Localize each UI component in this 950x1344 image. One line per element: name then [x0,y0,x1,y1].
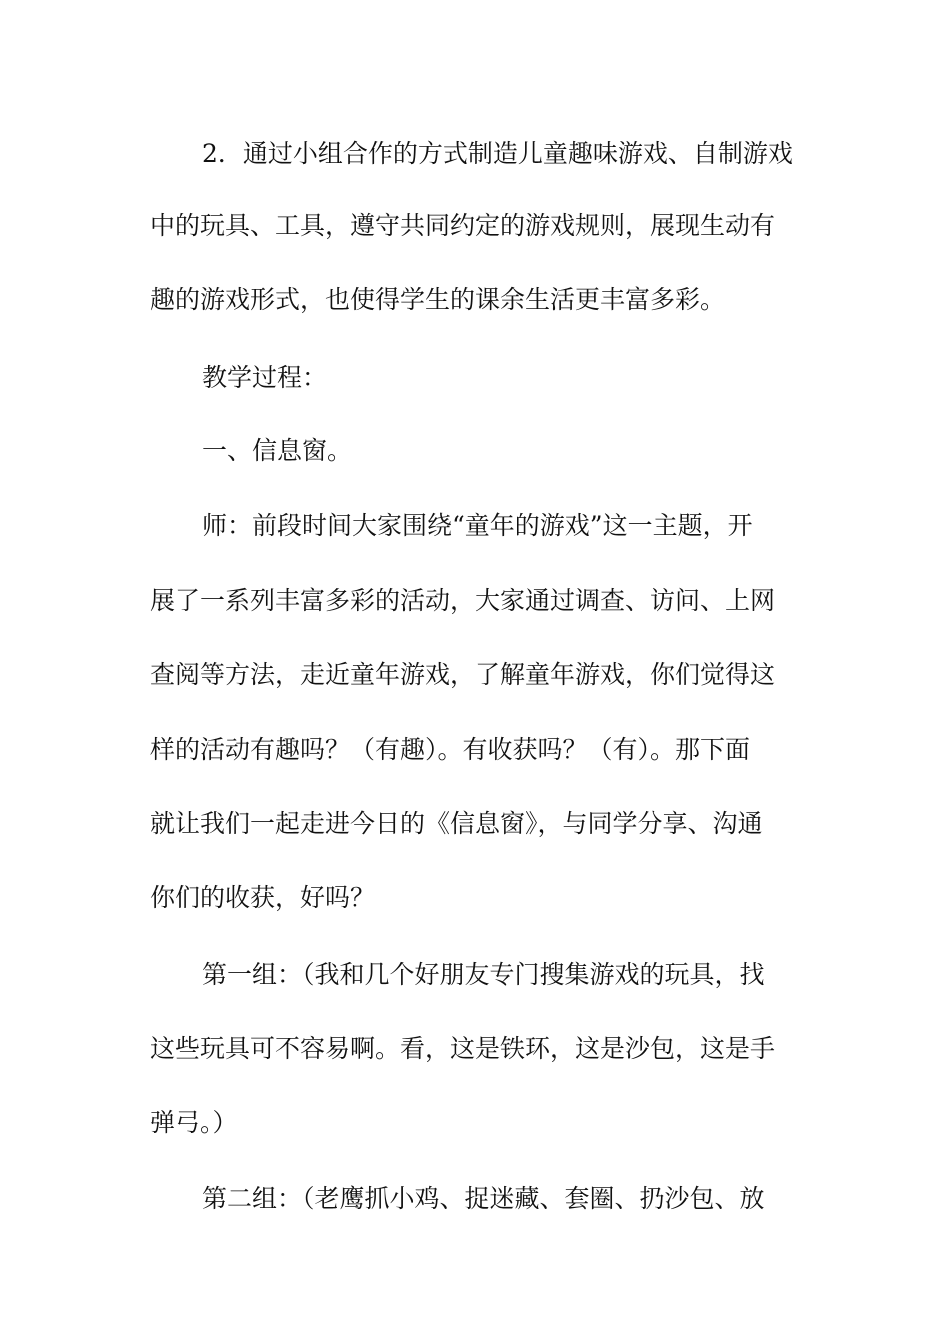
paragraph-line: 师：前段时间大家围绕“童年的游戏”这一主题，开 [202,511,753,540]
section-label: 教学过程： [202,363,328,392]
paragraph-line: 第一组：（我和几个好朋友专门搜集游戏的玩具，找 [202,960,765,989]
section-heading: 一、信息窗。 [202,436,353,465]
paragraph-line: 第二组：（老鹰抓小鸡、捉迷藏、套圈、扔沙包、放 [202,1184,765,1213]
paragraph-line: 趣的游戏形式，也使得学生的课余生活更丰富多彩。 [150,285,726,314]
paragraph-line: 查阅等方法，走近童年游戏，了解童年游戏，你们觉得这 [150,660,776,689]
paragraph-line: 展了一系列丰富多彩的活动，大家通过调查、访问、上网 [150,586,776,615]
paragraph-line: 你们的收获，好吗？ [150,883,376,912]
paragraph-line: 这些玩具可不容易啊。看，这是铁环，这是沙包，这是手 [150,1034,776,1063]
paragraph-line: 2．通过小组合作的方式制造儿童趣味游戏、自制游戏 [202,139,793,168]
paragraph-line: 样的活动有趣吗？（有趣）。有收获吗？（有）。那下面 [150,735,751,764]
paragraph-line: 就让我们一起走进今日的《信息窗》，与同学分享、沟通 [150,809,763,838]
paragraph-line: 弹弓。） [150,1108,238,1137]
paragraph-line: 中的玩具、工具，遵守共同约定的游戏规则，展现生动有 [150,211,776,240]
